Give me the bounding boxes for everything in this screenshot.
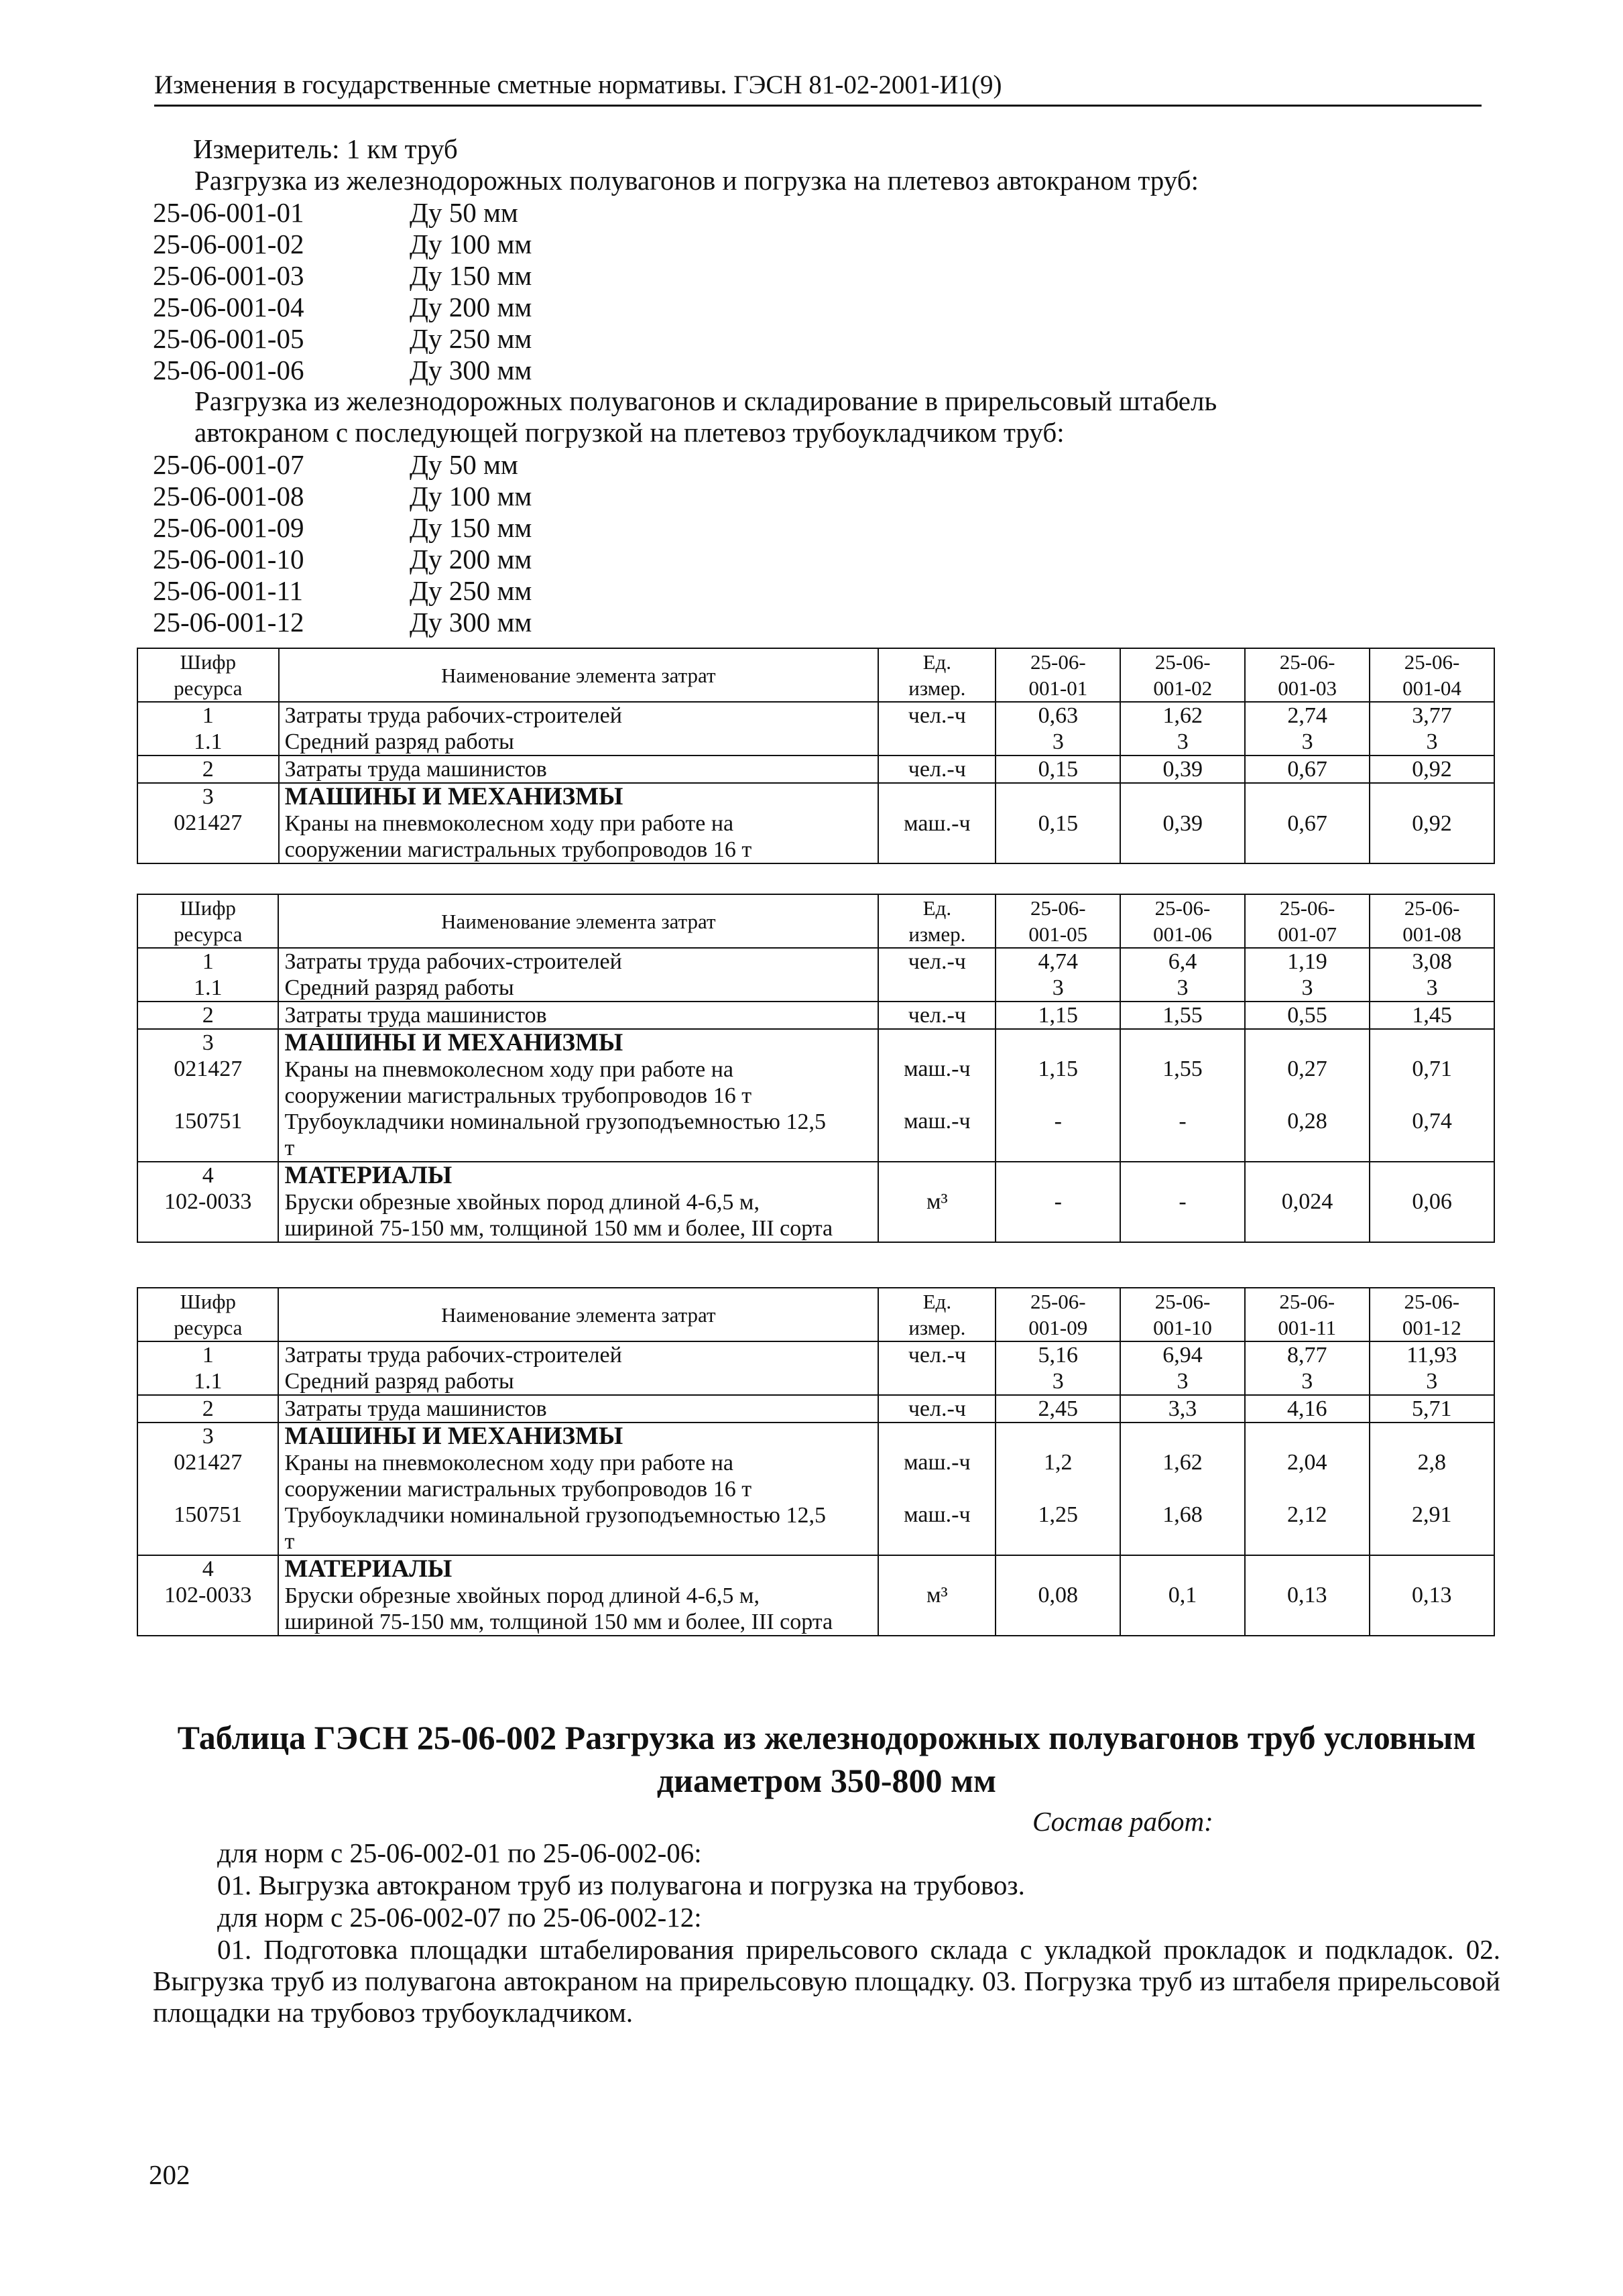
norm-code: 25-06-001-11 <box>153 575 303 606</box>
works-list-1: 01. Выгрузка автокраном труб из полувагона и погрузка на трубовоз. <box>217 1870 1025 1900</box>
group-title: автокраном с последующей погрузкой на плетевоз трубоукладчиком труб: <box>194 417 1065 448</box>
resource-table-1 <box>137 648 1495 864</box>
norm-code: 25-06-001-01 <box>153 197 304 228</box>
col-norm-header: 25-06- 001-01 <box>996 648 1120 702</box>
table-title: Таблица ГЭСН 25-06-002 Разгрузка из железнодорожных полувагонов труб условным диаметром 350-800 мм <box>177 1719 1476 1799</box>
group-title: Разгрузка из железнодорожных полувагонов и складирование в прирельсовый штабель <box>194 385 1217 416</box>
table-header-row <box>137 648 1494 702</box>
page-number: 202 <box>149 2159 190 2190</box>
norm-code: 25-06-001-04 <box>153 292 304 322</box>
norm-name: Ду 200 мм <box>410 544 532 575</box>
measure-unit: Измеритель: 1 км труб <box>193 133 458 164</box>
norm-code: 25-06-001-08 <box>153 481 304 511</box>
norm-code: 25-06-001-05 <box>153 323 304 354</box>
norm-name: Ду 150 мм <box>410 260 532 291</box>
table-row: 2 Затраты труда машинистов чел.-ч 2,45 3,3 4,16 5,71 <box>137 1395 1494 1423</box>
table-row: 4 102-0033 МАТЕРИАЛЫ Бруски обрезные хвойных пород длиной 4-6,5 м, шириной 75-150 мм, толщиной 150 мм и более, III сорта м³ - - 0,024 0,06 <box>137 1162 1494 1242</box>
col-norm-header: 25-06- 001-04 <box>1370 648 1494 702</box>
norm-code: 25-06-001-02 <box>153 229 304 259</box>
resource-table-3 <box>137 1287 1495 1636</box>
norm-name: Ду 50 мм <box>410 197 518 228</box>
table-row: 2 Затраты труда машинистов чел.-ч 1,15 1,55 0,55 1,45 <box>137 1002 1494 1029</box>
group-title: Разгрузка из железнодорожных полувагонов и погрузка на плетевоз автокраном труб: <box>194 165 1199 196</box>
table-row: 1 1.1 Затраты труда рабочих-строителей Средний разряд работы чел.-ч 5,16 3 6,94 3 8,77 3 11,93 3 <box>137 1341 1494 1395</box>
norm-name: Ду 200 мм <box>410 292 532 322</box>
table-row: 3 021427 150751 МАШИНЫ И МЕХАНИЗМЫ Краны на пневмоколесном ходу при работе на сооружении магистральных трубопроводов 16 т Трубоукладчики номинальной грузоподъемностью 12,5 т маш.-ч маш.-ч 1,15 - 1,55 - 0,27 0,28 0,71 0,74 <box>137 1029 1494 1162</box>
col-code-header: Шифр ресурса <box>137 648 279 702</box>
norm-name: Ду 250 мм <box>410 575 532 606</box>
table-row: 3 021427 150751 МАШИНЫ И МЕХАНИЗМЫ Краны на пневмоколесном ходу при работе на сооружении магистральных трубопроводов 16 т Трубоукладчики номинальной грузоподъемностью 12,5 т маш.-ч маш.-ч 1,2 1,25 1,62 1,68 2,04 2,12 2,8 2,91 <box>137 1423 1494 1555</box>
composition-heading: Состав работ: <box>1032 1806 1213 1837</box>
norm-code: 25-06-001-03 <box>153 260 304 291</box>
col-norm-header: 25-06- 001-03 <box>1245 648 1370 702</box>
norm-code: 25-06-001-06 <box>153 355 304 385</box>
norm-name: Ду 250 мм <box>410 323 532 354</box>
norm-name: Ду 300 мм <box>410 607 532 638</box>
col-name-header: Наименование элемента затрат <box>279 648 879 702</box>
table-header-row: Шифр ресурса Наименование элемента затрат Ед. измер. 25-06- 001-05 25-06- 001-06 25-06- 001-07 25-06- 001-08 <box>137 894 1494 948</box>
table-row: 1 1.1 Затраты труда рабочих-строителей Средний разряд работы чел.-ч 0,63 3 1,62 3 2,74 3 3,77 3 <box>137 702 1494 756</box>
works-list-2: 01. Подготовка площадки штабелирования прирельсового склада с укладкой прокладок и подкладок. 02. Выгрузка труб из полувагона автокраном на прирельсовую площадку. 03. Погрузка труб из штабеля прирельсовой площадки на трубовоз трубоукладчиком. <box>153 1934 1500 2028</box>
table-row: 3 021427 МАШИНЫ И МЕХАНИЗМЫ Краны на пневмоколесном ходу при работе на сооружении магистральных трубопроводов 16 т маш.-ч 0,15 0,39 0,67 0,92 <box>137 783 1494 863</box>
norm-name: Ду 300 мм <box>410 355 532 385</box>
table-row: 1 1.1 Затраты труда рабочих-строителей Средний разряд работы чел.-ч 4,74 3 6,4 3 1,19 3 3,08 3 <box>137 948 1494 1002</box>
norm-name: Ду 100 мм <box>410 229 532 259</box>
norm-name: Ду 100 мм <box>410 481 532 511</box>
table-row: 4 102-0033 МАТЕРИАЛЫ Бруски обрезные хвойных пород длиной 4-6,5 м, шириной 75-150 мм, толщиной 150 мм и более, III сорта м³ 0,08 0,1 0,13 0,13 <box>137 1555 1494 1636</box>
norm-code: 25-06-001-09 <box>153 512 304 543</box>
norm-name: Ду 150 мм <box>410 512 532 543</box>
norm-code: 25-06-001-10 <box>153 544 304 575</box>
norms-range-1: для норм с 25-06-002-01 по 25-06-002-06: <box>217 1837 702 1868</box>
norms-range-2: для норм с 25-06-002-07 по 25-06-002-12: <box>217 1902 702 1933</box>
page-header: Изменения в государственные сметные нормативы. ГЭСН 81-02-2001-И1(9) <box>154 68 1482 107</box>
resource-table-2 <box>137 894 1495 1243</box>
table-row: 2 Затраты труда машинистов чел.-ч 0,15 0,39 0,67 0,92 <box>137 756 1494 783</box>
col-unit-header: Ед. измер. <box>878 648 996 702</box>
norm-name: Ду 50 мм <box>410 449 518 480</box>
norm-code: 25-06-001-12 <box>153 607 304 638</box>
norm-code: 25-06-001-07 <box>153 449 304 480</box>
col-norm-header: 25-06- 001-02 <box>1120 648 1245 702</box>
table-header-row: Шифр ресурса Наименование элемента затрат Ед. измер. 25-06- 001-09 25-06- 001-10 25-06- 001-11 25-06- 001-12 <box>137 1288 1494 1341</box>
